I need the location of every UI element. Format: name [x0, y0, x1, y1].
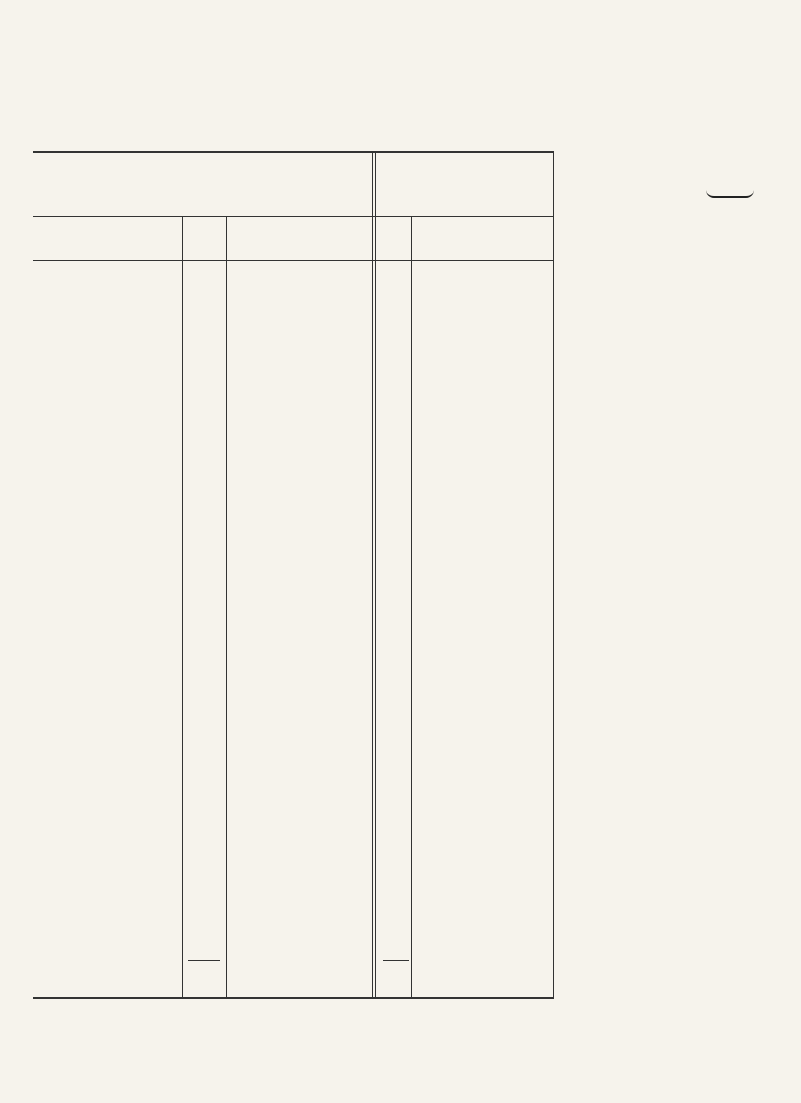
table-top-rule: [33, 151, 554, 153]
table-bottom-rule: [33, 997, 554, 999]
margin-brace: [706, 190, 754, 198]
column-rule-1: [182, 216, 183, 999]
group-divider-right: [375, 151, 376, 999]
group-head-rule: [33, 216, 554, 217]
column-rule-3: [411, 216, 412, 999]
table-right-rule: [553, 151, 554, 999]
column-rule-2: [226, 216, 227, 999]
total-rule-2: [383, 960, 409, 961]
total-rule-1: [188, 960, 220, 961]
group-divider-left: [372, 151, 373, 999]
column-head-rule: [33, 260, 554, 261]
